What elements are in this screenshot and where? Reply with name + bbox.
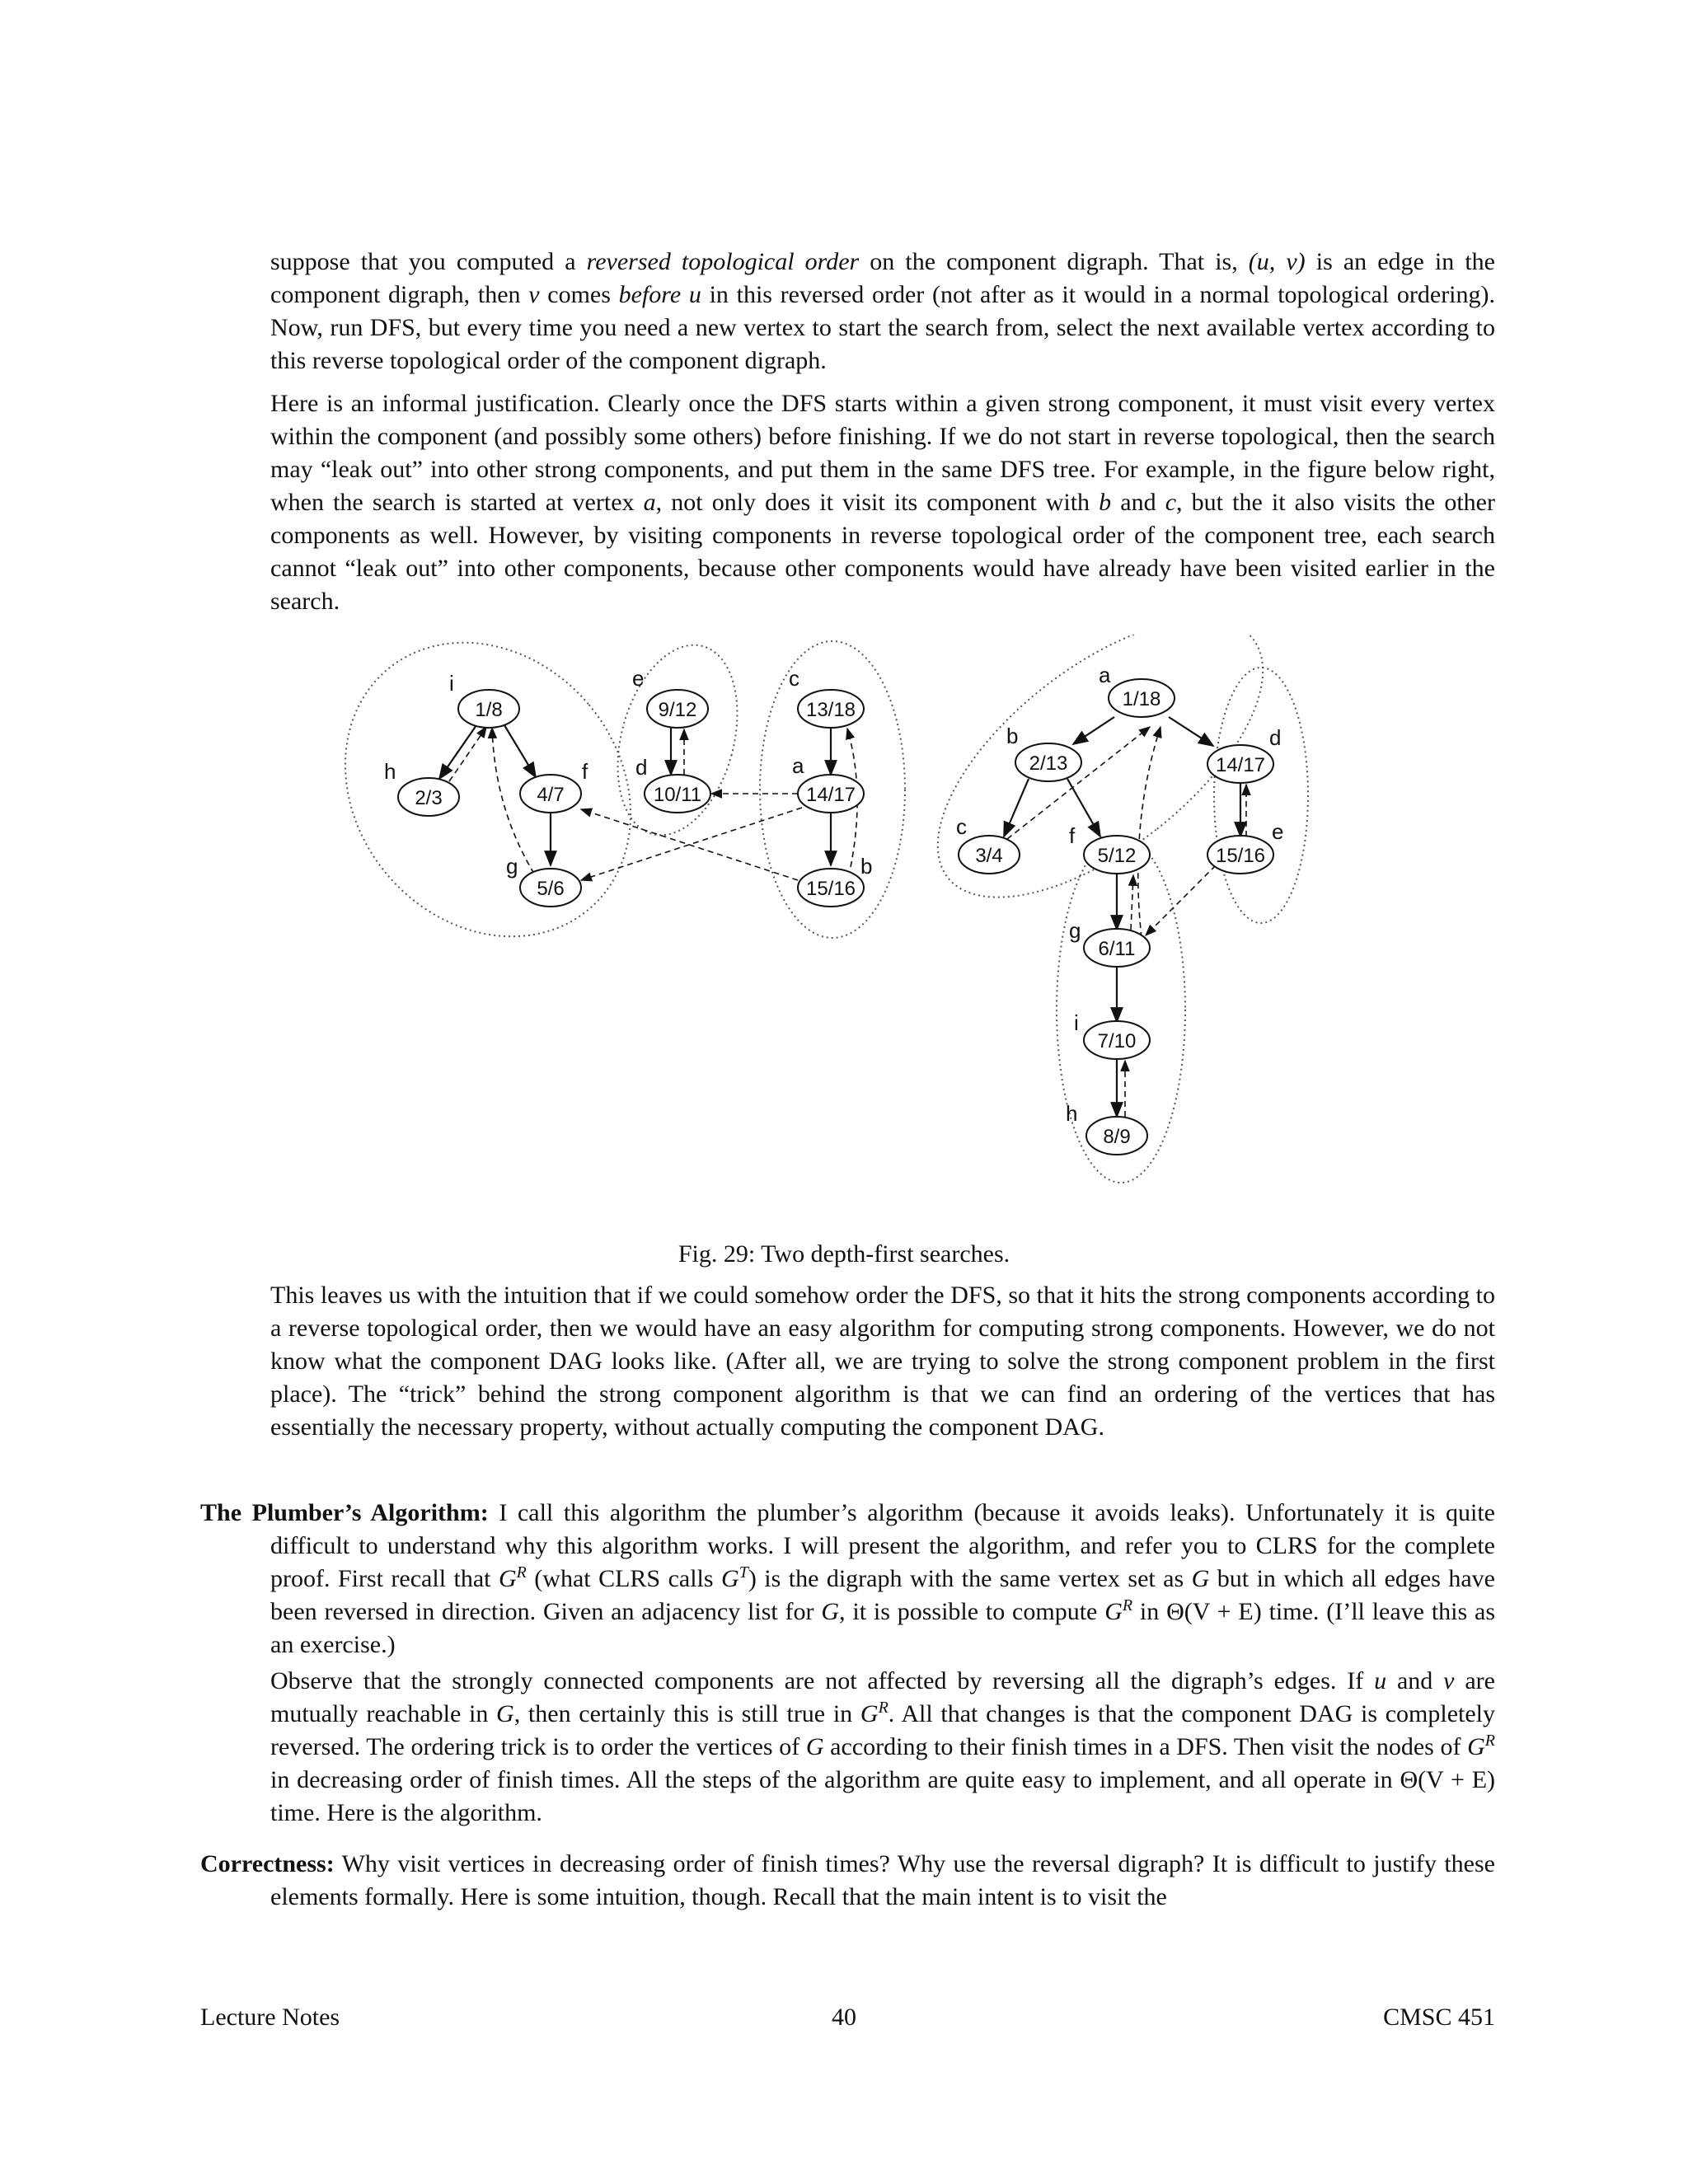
- left-back-edge: [449, 727, 486, 781]
- left-node-label-h: h: [384, 759, 396, 784]
- right-edge-a-d: [1169, 717, 1213, 746]
- left-node-time-c: 13/18: [805, 699, 856, 721]
- right-node-label-h: h: [1066, 1101, 1078, 1126]
- page-number: 40: [832, 2004, 856, 2031]
- right-node-label-g: g: [1069, 918, 1081, 943]
- right-edge-b-c: [1004, 779, 1029, 837]
- right-back-edge: [1138, 727, 1160, 938]
- correctness-paragraph: Correctness: Why visit vertices in decreasing order of finish times? Why use the reversal digraph? It is difficult to justify these elements formally. Here is some intuition, though. Recall that the main intent is to visit the: [200, 1850, 1495, 1910]
- right-node-time-h: 8/9: [1103, 1126, 1131, 1148]
- right-node-time-d: 14/17: [1215, 754, 1266, 776]
- right-node-label-c: c: [956, 814, 967, 839]
- left-node-time-d: 10/11: [653, 784, 702, 806]
- dfs-figure: [0, 635, 1688, 1212]
- right-cross-edge: [1146, 865, 1216, 935]
- left-node-label-f: f: [582, 759, 588, 784]
- right-node-label-b: b: [1006, 724, 1019, 748]
- left-node-time-i: 1/8: [475, 699, 503, 721]
- right-node-time-a: 1/18: [1122, 688, 1161, 710]
- right-node-label-f: f: [1069, 823, 1076, 848]
- left-node-time-g: 5/6: [537, 878, 565, 900]
- plumbers-algorithm-paragraph: The Plumber’s Algorithm: I call this algorithm the plumber’s algorithm (because it avoids leaks). Unfortunately it is quite difficult to understand why this algorithm works. I will present the algorithm, and refer you to CLRS for the complete proof. First recall that $G^R$ (what CLRS calls $G^T$) is the digraph with the same vertex set as G but in which all edges have been reversed in direction. Given an adjacency list for G, it is possible to compute $G^R$ in Θ(V + E) time. (I’ll leave this as an exercise.): [200, 1499, 1495, 1658]
- right-node-label-i: i: [1074, 1010, 1079, 1035]
- left-node-time-h: 2/3: [415, 787, 443, 809]
- footer-right: CMSC 451: [1383, 2004, 1495, 2031]
- right-node-time-i: 7/10: [1097, 1030, 1137, 1052]
- footer-left: Lecture Notes: [200, 2004, 340, 2031]
- plumbers-algorithm-heading: The Plumber’s Algorithm:: [200, 1499, 489, 1526]
- correctness-heading: Correctness:: [200, 1850, 335, 1877]
- right-back-edge: [1131, 875, 1133, 930]
- right-edge-a-b: [1073, 717, 1114, 744]
- left-component-outline: [598, 635, 757, 849]
- right-node-time-c: 3/4: [975, 845, 1003, 867]
- left-node-label-g: g: [506, 854, 518, 879]
- left-node-time-e: 9/12: [658, 699, 697, 721]
- right-node-label-e: e: [1272, 819, 1284, 844]
- left-edge-i-h: [439, 725, 476, 779]
- paragraph-3: This leaves us with the intuition that if we could somehow order the DFS, so that it hits the strong components according to a reverse topological order, then we would have an easy algorithm for computing strong components. However, we do not know what the component DAG looks like. (After all, we are trying to solve the strong component problem in the first place). The “trick” behind the strong component algorithm is that we can find an ordering of the vertices that has essentially the necessary property, without actually computing the component DAG.: [270, 1282, 1495, 1441]
- left-node-label-d: d: [635, 755, 648, 780]
- right-back-edge: [1007, 727, 1150, 839]
- left-node-time-a: 14/17: [805, 784, 856, 806]
- paragraph-2: Here is an informal justification. Clearly once the DFS starts within a given strong component, it must visit every vertex within the component (and possibly some others) before finishing. If we do not start in reverse topological, then the search may “leak out” into other strong components, and put them in the same DFS tree. For example, in the figure below right, when the search is started at vertex a, not only does it visit its component with b and c, but the it also visits the other components as well. However, by visiting components in reverse topological order of the component tree, each search cannot “leak out” into other components, because other components would have already have been visited earlier in the search.: [270, 390, 1495, 615]
- left-node-time-b: 15/16: [805, 878, 856, 900]
- left-edge-i-f: [504, 725, 536, 777]
- figure-caption: Fig. 29: Two depth-first searches.: [678, 1240, 1010, 1268]
- right-node-label-a: a: [1099, 663, 1111, 687]
- right-node-time-b: 2/13: [1029, 752, 1068, 775]
- paragraph-5: Observe that the strongly connected components are not affected by reversing all the digraph’s edges. If u and v are mutually reachable in G, then certainly this is still true in $G^R$. All that changes is that the component DAG is completely reversed. The ordering trick is to order the vertices of G according to their finish times in a DFS. Then visit the nodes of $G^R$ in decreasing order of finish times. All the steps of the algorithm are quite easy to implement, and all operate in Θ(V + E) time. Here is the algorithm.: [270, 1667, 1496, 1826]
- right-component-outline: [1214, 668, 1308, 923]
- right-node-time-f: 5/12: [1097, 845, 1137, 867]
- left-cross-edge: [581, 808, 802, 880]
- right-node-label-d: d: [1269, 725, 1282, 750]
- right-node-time-g: 6/11: [1098, 938, 1136, 960]
- left-node-label-c: c: [789, 666, 799, 691]
- left-node-label-a: a: [792, 753, 804, 778]
- left-node-label-e: e: [632, 666, 645, 691]
- left-node-time-f: 4/7: [537, 784, 565, 806]
- right-node-time-e: 15/16: [1215, 845, 1266, 867]
- left-node-label-b: b: [860, 854, 873, 879]
- left-node-label-i: i: [449, 671, 454, 696]
- paragraph-1: suppose that you computed a reversed topological order on the component digraph. That is, (u, v) is an edge in the component digraph, then v comes before u in this reversed order (not after as it would in a normal topological ordering). Now, run DFS, but every time you need a new vertex to start the search from, select the next available vertex according to this reverse topological order of the component digraph.: [270, 248, 1496, 374]
